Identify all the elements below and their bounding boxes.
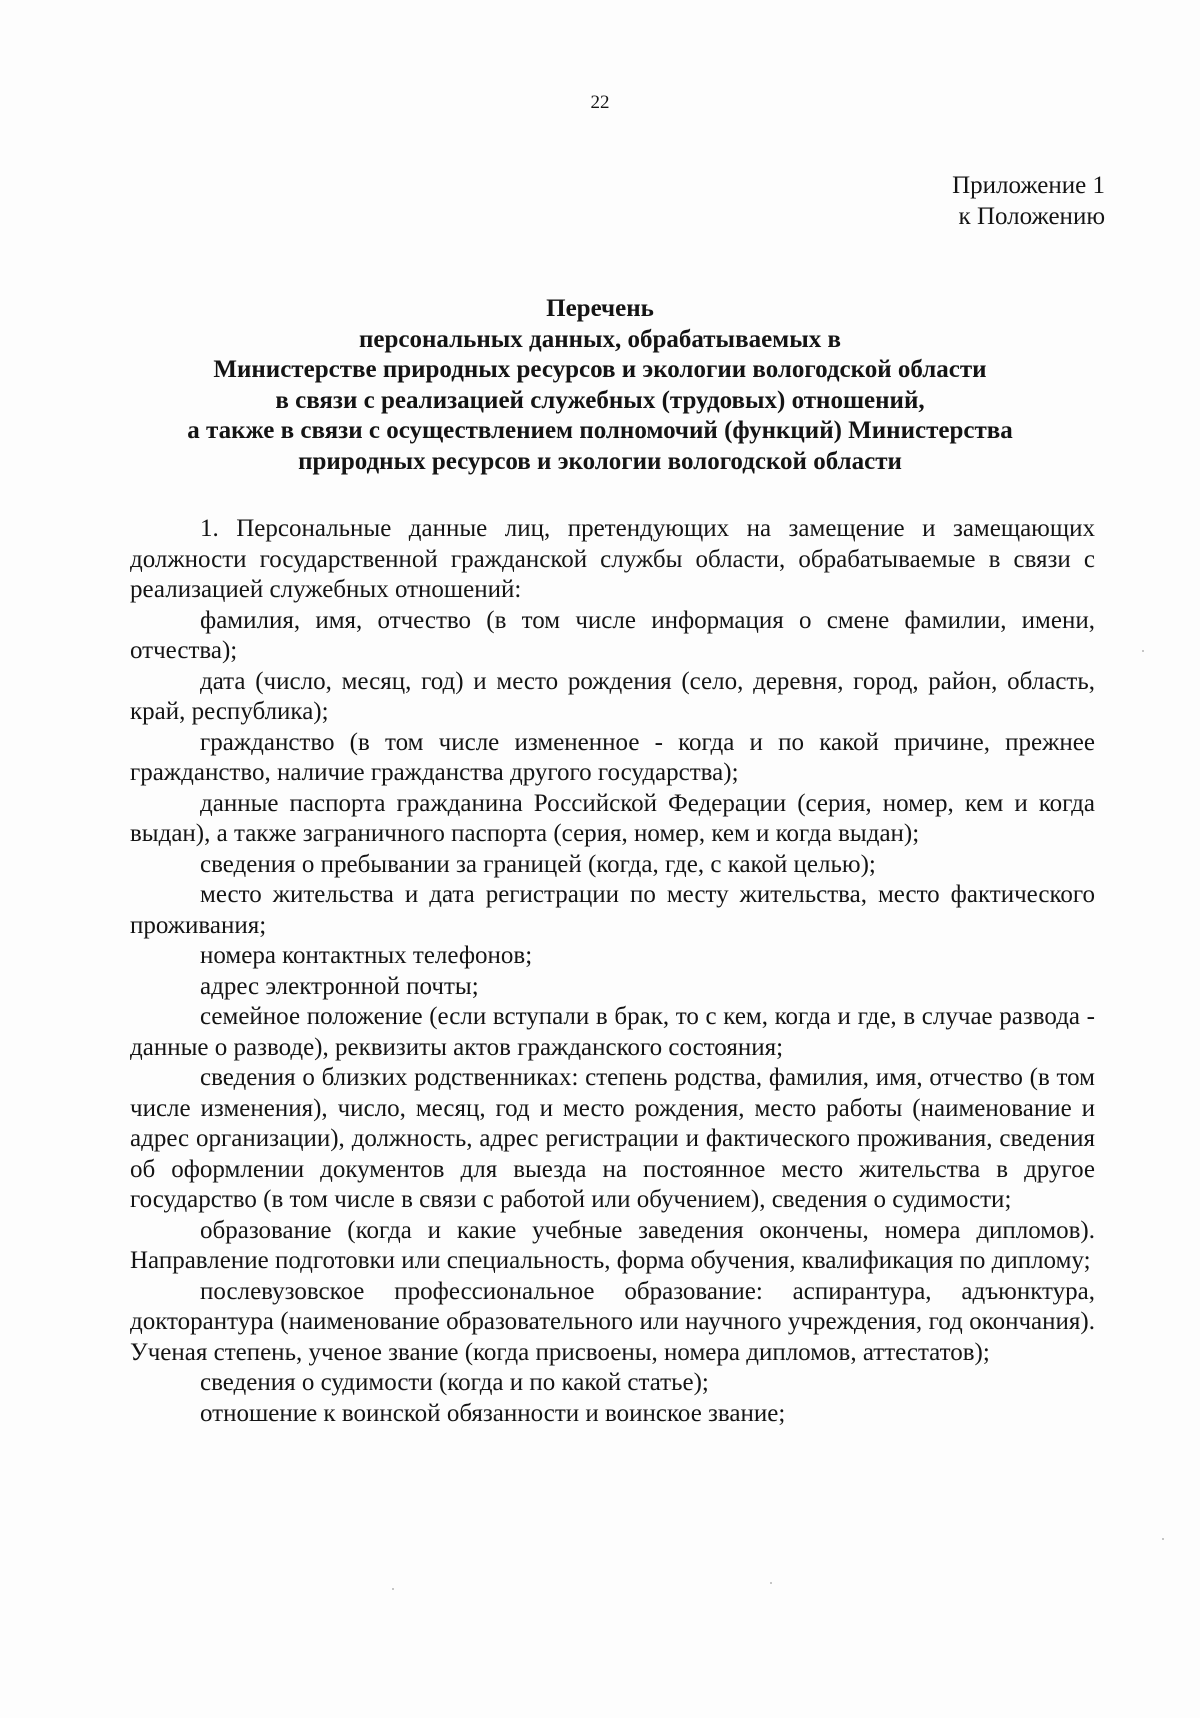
appendix-line-2: к Положению [958, 203, 1105, 230]
scan-speck [770, 1582, 772, 1584]
list-item: адрес электронной почты; [200, 972, 479, 1000]
list-item: фамилия, имя, отчество (в том числе информация о смене фамилии, имени, отчества); [130, 606, 1095, 664]
list-item: послевузовское профессиональное образование: аспирантура, адъюнктура, докторантура (наименование образовательного или научного учреждения, год окончания). Ученая степень, ученое звание (когда присвоены, номера дипломов, аттестатов); [130, 1277, 1095, 1366]
list-item: образование (когда и какие учебные заведения окончены, номера дипломов). Направление подготовки или специальность, форма обучения, квалификация по диплому; [130, 1216, 1095, 1274]
scan-speck [1142, 650, 1144, 652]
title-line-2: персональных данных, обрабатываемых в [359, 325, 841, 353]
list-item: сведения о близких родственниках: степень родства, фамилия, имя, отчество (в том числе изменения), число, месяц, год и место рождения, место работы (наименование и адрес организации), должность, адрес регистрации и фактического проживания, сведения об оформлении документов для выезда на постоянное место жительства в другое государство (в том числе в связи с работой или обучением), сведения о судимости; [130, 1064, 1095, 1213]
list-item: сведения о судимости (когда и по какой статье); [200, 1369, 709, 1396]
title-line-4: в связи с реализацией служебных (трудовых) отношений, [275, 386, 925, 414]
list-item: данные паспорта гражданина Российской Федерации (серия, номер, кем и когда выдан), а также заграничного паспорта (серия, номер, кем и когда выдан); [130, 789, 1095, 847]
list-item: отношение к воинской обязанности и воинское звание; [200, 1399, 786, 1427]
title-line-5: а также в связи с осуществлением полномочий (функций) Министерства [187, 417, 1013, 444]
list-item: семейное положение (если вступали в брак, то с кем, когда и где, в случае развода - данные о разводе), реквизиты актов гражданского состояния; [130, 1003, 1095, 1061]
scan-speck [392, 1588, 394, 1590]
list-item: номера контактных телефонов; [200, 942, 533, 969]
appendix-line-1: Приложение 1 [952, 172, 1105, 199]
scan-speck [1162, 1538, 1164, 1540]
document-body [130, 514, 1095, 1429]
list-item: гражданство (в том числе измененное - когда и по какой причине, прежнее гражданство, наличие гражданства другого государства); [130, 728, 1095, 786]
paragraph-intro: 1. Персональные данные лиц, претендующих на замещение и замещающих должности государственной гражданской службы области, обрабатываемые в связи с реализацией служебных отношений: [130, 515, 1095, 603]
title-line-1: Перечень [546, 295, 654, 322]
title-line-3: Министерстве природных ресурсов и экологии вологодской области [213, 356, 987, 383]
list-item: дата (число, месяц, год) и место рождения (село, деревня, город, район, область, край, республика); [130, 667, 1095, 725]
title-line-6: природных ресурсов и экологии вологодской области [298, 447, 902, 475]
page-number: 22 [590, 92, 610, 113]
list-item: сведения о пребывании за границей (когда, где, с какой целью); [200, 850, 876, 878]
appendix-reference [952, 170, 1105, 232]
document-title [115, 294, 1085, 477]
list-item: место жительства и дата регистрации по месту жительства, место фактического проживания; [130, 881, 1095, 939]
